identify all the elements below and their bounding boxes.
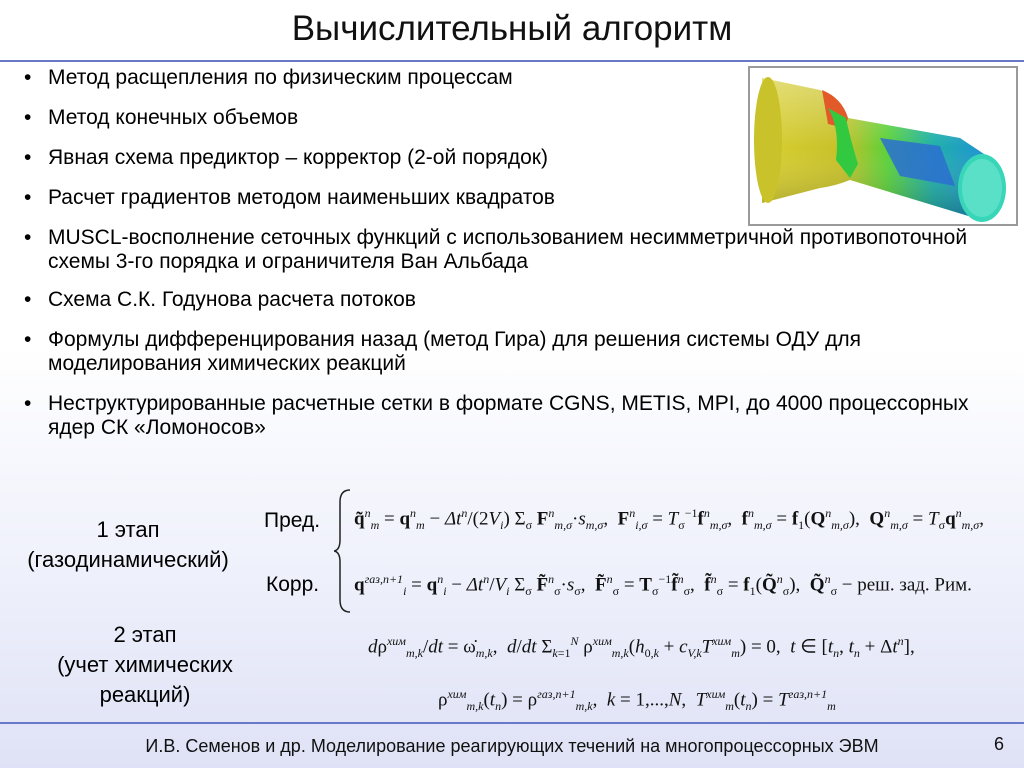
- list-item: • Метод расщепления по физическим процессам: [24, 66, 984, 90]
- page-number: 6: [993, 734, 1004, 754]
- predictor-label: Пред.: [264, 509, 321, 532]
- list-item: • Расчет градиентов методом наименьших квадратов: [24, 186, 984, 210]
- list-item: • Явная схема предиктор – корректор (2-ой порядок): [24, 146, 984, 170]
- list-item: • Метод конечных объемов: [24, 106, 984, 130]
- list-item: • MUSCL-восполнение сеточных функций с использованием несимметричной противопоточной схемы 3-го порядка и ограничителя Ван Альбада: [24, 226, 984, 274]
- list-item: • Формулы дифференцирования назад (метод Гира) для решения системы ОДУ для моделирования химических реакций: [24, 328, 984, 376]
- stage-1-caption: 1 этап (газодинамический): [27, 517, 229, 572]
- corrector-label: Корр.: [266, 573, 320, 596]
- nozzle-figure: [748, 66, 1018, 226]
- initial-condition-formula: $\rho^{хим}_{m,k}(t_n) = \rho^{газ,n+1}_{m,k}$, k = 1,...,N, $T^{хим}_m(t_n) = T^{газ,n+1}_m$: [438, 687, 836, 714]
- page-title: Вычислительный алгоритм: [291, 9, 733, 48]
- footer-divider: [0, 722, 1024, 724]
- corrector-formula: $q^{газ,n+1}_i = q^n_i - \Delta t^n/V_i$ $\Sigma_\sigma$ $F̃^n_\sigma\cdot s_\sigma$, F̃$^n_\sigma$ = $T_\sigma^{-1}f̃^n_\sigma$, f̃$^n_\sigma$ = $f_1(Q̃^n_\sigma)$, Q̃$^n_\sigma$ − реш. зад. Рим.: [354, 572, 972, 599]
- list-item: • Неструктурированные расчетные сетки в формате CGNS, METIS, MPI, до 4000 процессорных ядер СК «Ломоносов»: [24, 392, 984, 440]
- title-divider: [0, 60, 1024, 62]
- stage-2-caption: 2 этап (учет химических реакций): [57, 622, 233, 707]
- chemistry-ode-formula: $d\rho^{хим}_{m,k}/dt$ = $\omegȧ_{m,k}$, d/dt $\Sigma_{k=1}^N$ $\rho^{хим}_{m,k}(h_{0,k} + c_{V,k}T^{хим}_m) = 0$, t ∈ [$t_n$, $t_n + \Delta t^n$],: [368, 634, 915, 661]
- list-item: • Схема С.К. Годунова расчета потоков: [24, 288, 984, 312]
- nozzle-3d-icon: [750, 68, 1016, 224]
- predictor-formula: q̃$^n_m$ = $q^n_m - \Delta t^n/(2V_i)$ $\Sigma_\sigma$ $F^n_{m,\sigma}\cdot s_{m,\sigma}$, $F^n_{i,\sigma} = T_\sigma^{-1}f^n_{m,\sigma}$, $f^n_{m,\sigma} = f_1(Q^n_{m,\sigma})$, $Q^n_{m,\sigma} = T_\sigma q^n_{m,\sigma}$,: [354, 506, 984, 533]
- brace-icon: [334, 488, 352, 614]
- footer-citation: И.В. Семенов и др. Моделирование реагирующих течений на многопроцессорных ЭВМ: [145, 736, 879, 756]
